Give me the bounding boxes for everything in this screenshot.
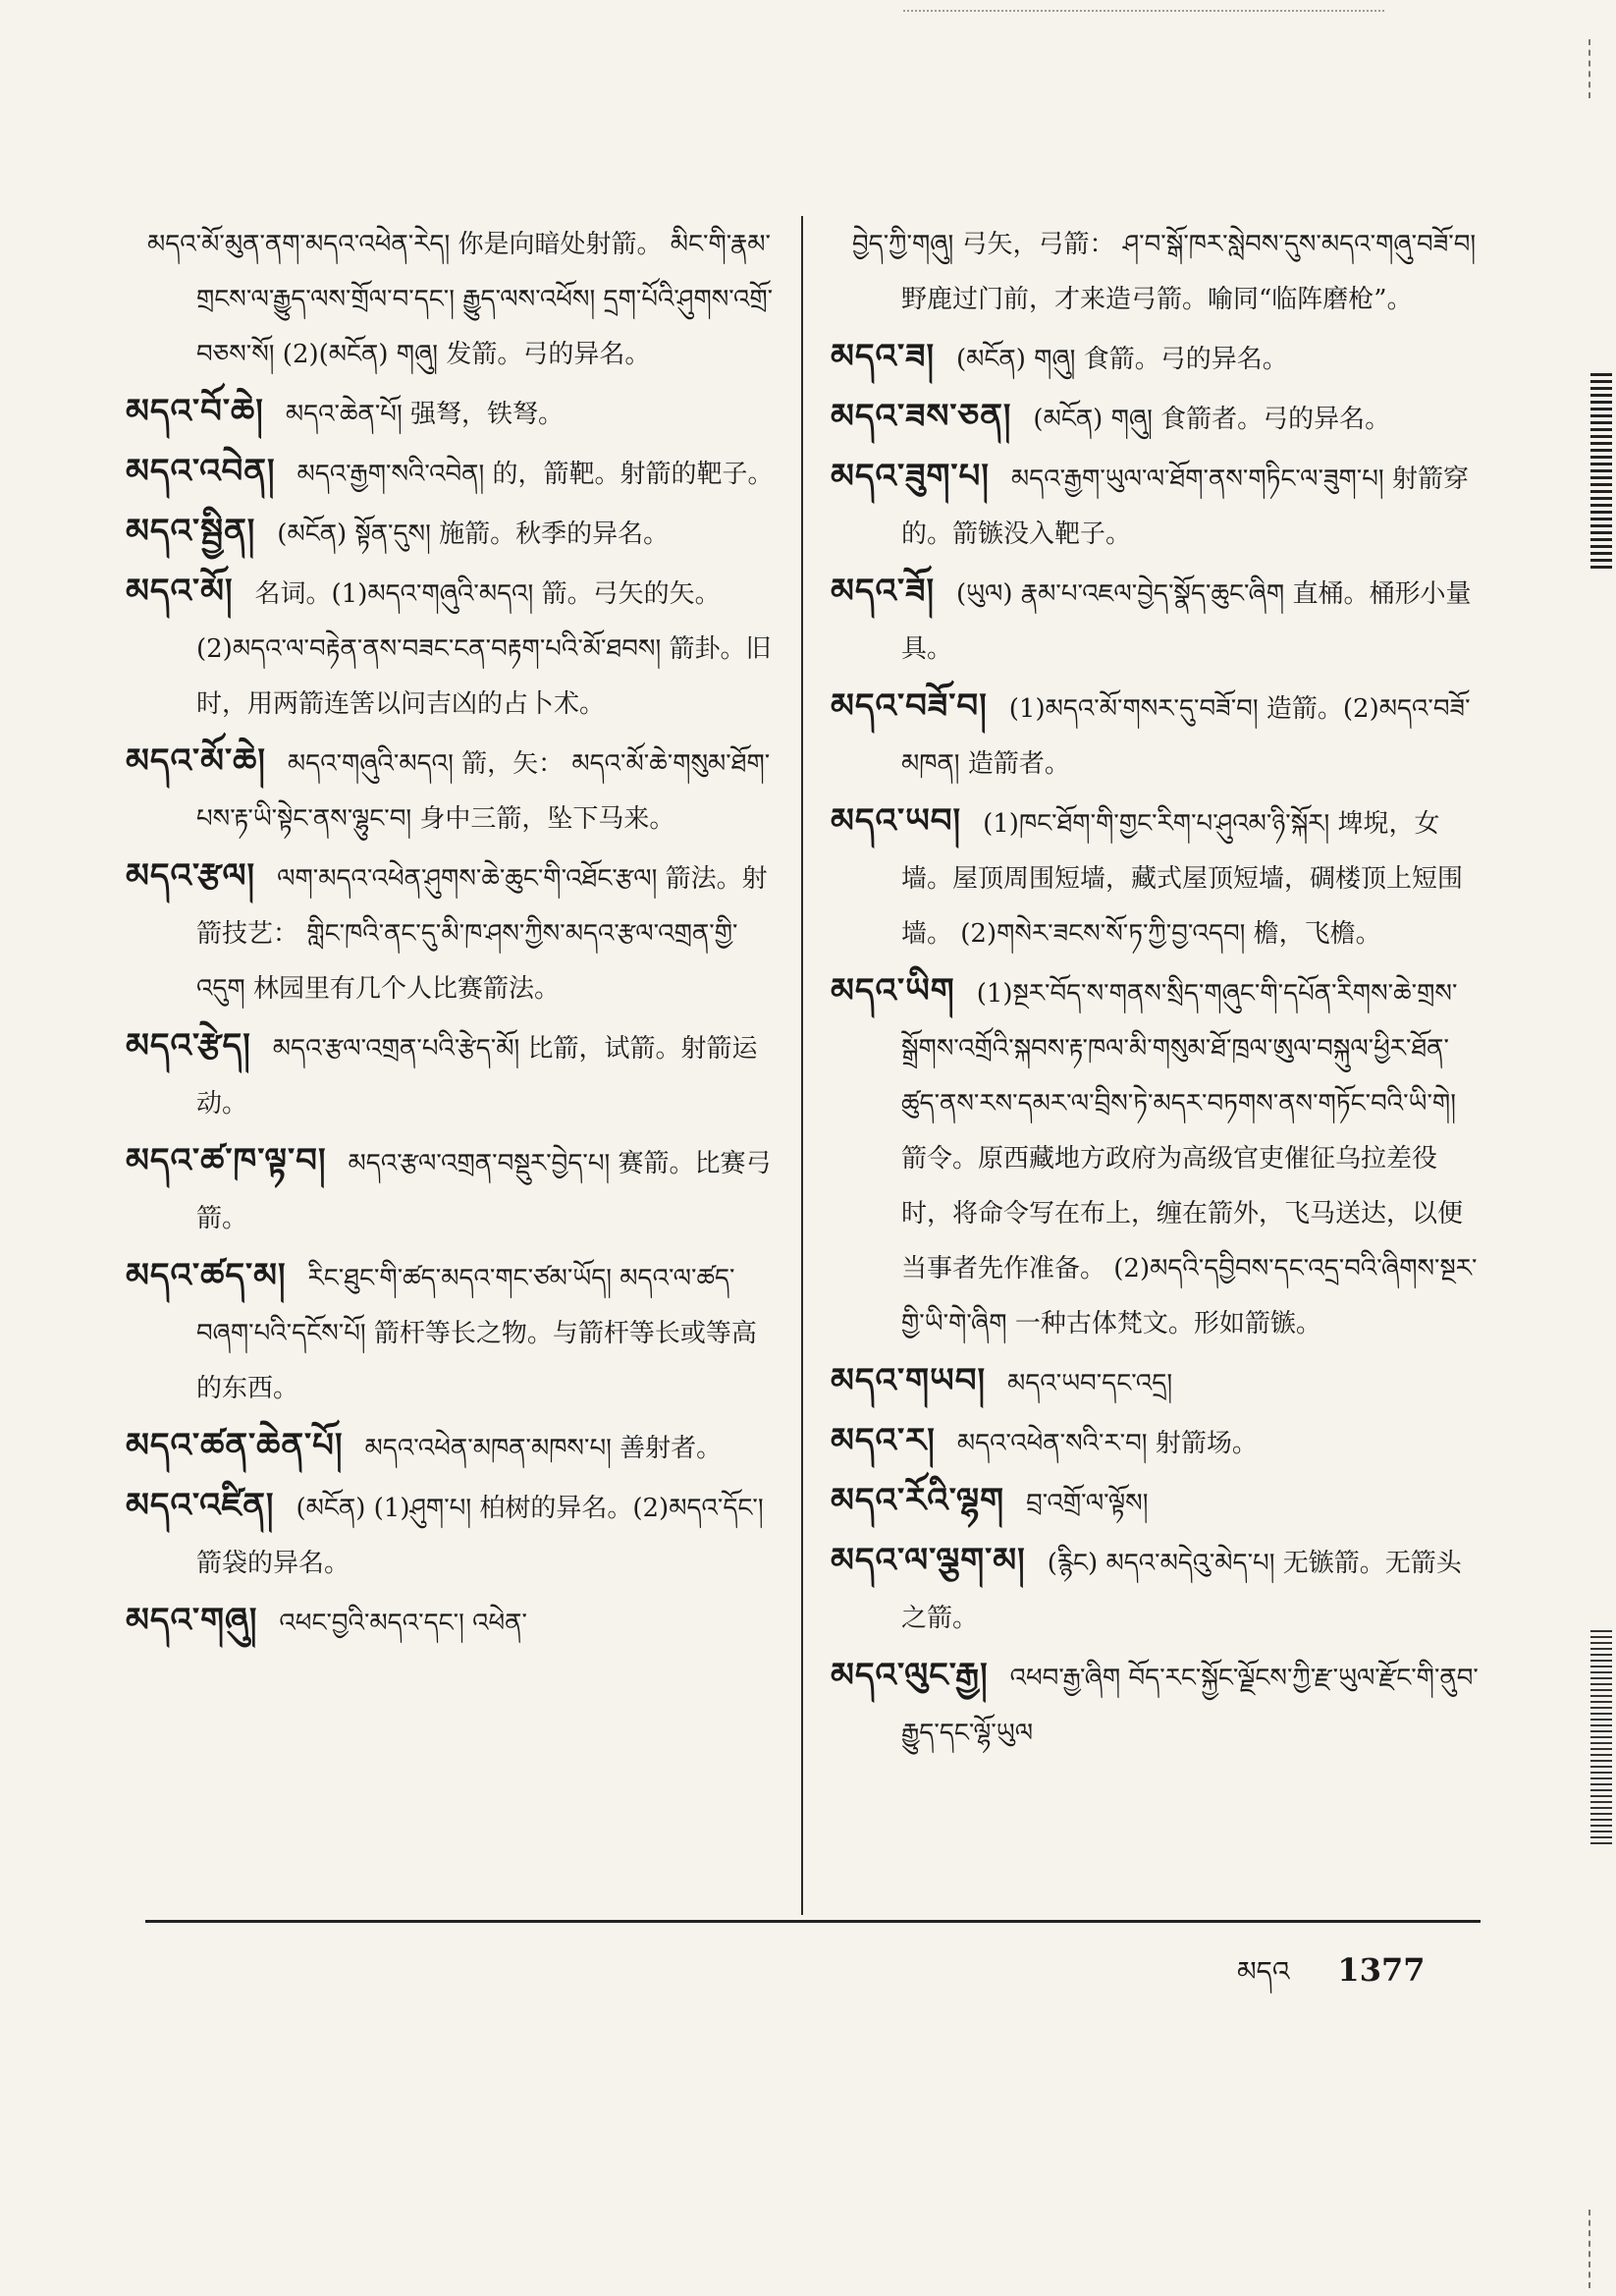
entry: [831, 679, 1484, 792]
definition: མདའ་འཕེན་མཁན་མཁས་པ། 善射者。: [364, 1434, 723, 1463]
entry: [831, 329, 1484, 387]
headword: མདའ་ཡིག: [831, 971, 955, 1011]
right-column: [831, 214, 1484, 1763]
headword: མདའ་མོ།: [126, 572, 234, 611]
entry: [831, 1353, 1484, 1411]
page-footer: [1237, 1941, 1425, 2018]
definition: མདའ་ཡབ་དང་འདྲ།: [1007, 1369, 1173, 1398]
definition: (རྙིང) མདའ་མདེའུ་མེད་པ། 无镞箭。无箭头之箭。: [901, 1549, 1462, 1633]
headword: མདའ་ཟུག་པ།: [831, 457, 990, 496]
column-divider: [801, 216, 803, 1915]
page-number: 1377: [1337, 1951, 1426, 1989]
entry: [831, 449, 1484, 562]
entry: [126, 1478, 780, 1591]
scan-edge-marks: [1589, 39, 1612, 98]
headword: མདའ་ལ་ལྕག་མ།: [831, 1541, 1026, 1580]
headword: མདའ་ཟོ།: [831, 572, 936, 611]
headword: མདའ་ཟ།: [831, 337, 936, 376]
entry: [126, 444, 780, 502]
headword: མདའ་བོ་ཆེ།: [126, 392, 264, 431]
headword: མདའ་རྩེད།: [126, 1026, 251, 1066]
headword: མདའ་རོའི་ལྷག: [831, 1481, 1005, 1520]
headword: མདའ་འབེན།: [126, 452, 276, 491]
definition: མདའ་ཆེན་པོ། 强弩，铁弩。: [285, 400, 564, 429]
definition: རིང་ཐུང་གི་ཚད་མདའ་གང་ཙམ་ཡོད། མདའ་ལ་ཚད་བཞག་པའི་དངོས་པོ། 箭杆等长之物。与箭杆等长或等高的东西。: [196, 1264, 757, 1403]
entry: [126, 384, 780, 442]
headword: མདའ་རྩལ།: [126, 856, 256, 896]
entry: [126, 1418, 780, 1476]
definition: མདའ་རྒྱག་སའི་འབེན། 的，箭靶。射箭的靶子。: [296, 460, 774, 489]
definition: བྲ་འགྲོ་ལ་ལྟོས།: [1026, 1489, 1149, 1518]
entry: [126, 214, 780, 382]
headword: མདའ་གཞུ།: [126, 1601, 258, 1640]
definition: མདའ་འཕེན་སའི་ར་བ། 射箭场。: [956, 1429, 1258, 1458]
scan-edge-marks: [1590, 373, 1612, 570]
definition: མདའ་རྒྱག་ཡུལ་ལ་ཐོག་ནས་གཏིང་ལ་ཟུག་པ། 射箭穿的。箭镞没入靶子。: [901, 465, 1469, 549]
entry: [126, 1133, 780, 1246]
entry: [126, 1593, 780, 1651]
entry: [126, 504, 780, 562]
headword: མདའ་ཚ་ཁ་ལྟ་བ།: [126, 1141, 327, 1180]
definition: (1)ཁང་ཐོག་གི་གྱང་རིག་པ་ཤུའམ་ཉི་སྐོར། 埤堄，女墙。屋顶周围短墙，藏式屋顶短墙，碉楼顶上短围墙。 (2)གསེར་ཟངས་སོ་ཏ་ཀྱི་བྱ་འདབ། 檐，飞檐。: [901, 809, 1464, 949]
entry: [831, 793, 1484, 961]
definition: (མངོན) གཞུ། 食箭者。弓的异名。: [1033, 405, 1391, 434]
definition: མདའ་གཞུའི་མདའ། 箭，矢： མདའ་མོ་ཆེ་གསུམ་ཐོག་པས་རྟ་ཡི་སྟེང་ནས་ལྷུང་བ། 身中三箭，坠下马来。: [196, 749, 771, 834]
definition: མདའ་རྩལ་འགྲན་བསྡུར་བྱེད་པ། 赛箭。比赛弓箭。: [196, 1149, 772, 1233]
definition: བྱེད་ཀྱི་གཞུ། 弓矢，弓箭： ཤ་བ་སྒོ་ཁར་སླེབས་དུས་མདའ་གཞུ་བཟོ་བ། 野鹿过门前，才来造弓箭。喻同“临阵磨枪”。: [852, 230, 1477, 314]
entry: [126, 848, 780, 1016]
entry: [126, 564, 780, 732]
headword: མདའ་མོ་ཆེ།: [126, 741, 266, 781]
headword: མདའ་གཡབ།: [831, 1361, 987, 1400]
entry: [831, 1473, 1484, 1531]
entry: [831, 1413, 1484, 1471]
entry: [831, 1648, 1484, 1761]
headword: མདའ་ཚད་མ།: [126, 1256, 287, 1295]
definition: (མངོན) གཞུ། 食箭。弓的异名。: [956, 345, 1288, 374]
entry: [831, 1533, 1484, 1646]
headword: མདའ་བཟོ་བ།: [831, 686, 988, 726]
definition: (1)སྔར་བོད་ས་གནས་སྲིད་གཞུང་གི་དཔོན་རིགས་ཆེ་གྲས་སྒྲོགས་འགྲོའི་སྐབས་རྟ་ཁལ་མི་གསུམ་ཐོ་ཁྲལ་ཨུལ་བསྐུལ་ཕྱིར་ཐོན་ཚུད་ནས་རས་དམར་ལ་བྲིས་ཏེ་མདར་བཏགས་ནས་གཏོང་བའི་ཡི་གེ། 箭令。原西藏地方政府为高级官吏催征乌拉差役时，将命令写在布上，缠在箭外，飞马送达，以便当事者先作准备。 (2)མདའི་དབྱིབས་དང་འདྲ་བའི་ཞིགས་སྔར་གྱི་ཡི་གེ་ཞིག 一种古体梵文。形如箭镞。: [901, 979, 1478, 1339]
entry: [831, 389, 1484, 447]
headword: མདའ་ར།: [831, 1421, 936, 1460]
definition: འཕང་བྱའི་མདའ་དང་། འཕེན་: [279, 1609, 527, 1638]
entry: [831, 963, 1484, 1351]
left-column: [126, 214, 780, 1653]
definition: (མངོན) སྟོན་དུས། 施箭。秋季的异名。: [277, 519, 670, 549]
definition: མདའ་མོ་མུན་ནག་མདའ་འཕེན་རེད། 你是向暗处射箭。 མིང་གི་རྣམ་གྲངས་ལ་རྒྱུད་ལས་གྲོལ་བ་དང་། རྒྱུད་ལས་འཕོས། དྲག་པོའི་ཤུགས་འགྲོ་བཅས་སོ། (2)(མངོན) གཞུ། 发箭。弓的异名。: [147, 230, 774, 369]
running-head: མདའ: [1237, 1955, 1290, 1988]
definition: 名词。(1)མདའ་གཞུའི་མདའ། 箭。弓矢的矢。 (2)མདའ་ལ་བརྟེན་ནས་བཟང་ངན་བརྟག་པའི་མོ་ཐབས། 箭卦。旧时，用两箭连筈以问吉凶的占卜术。: [196, 579, 772, 719]
entry: [126, 734, 780, 847]
definition: མདའ་རྩལ་འགྲན་པའི་རྩེད་མོ། 比箭，试箭。射箭运动。: [196, 1034, 758, 1119]
scan-edge-marks: [1589, 2210, 1612, 2288]
entry: [831, 564, 1484, 677]
definition: (ཡུལ) རྣམ་པ་འཇལ་བྱེད་སྣོད་ཆུང་ཞིག 直桶。桶形小量具。: [901, 579, 1472, 664]
scan-edge-marks: [1590, 1630, 1612, 1846]
definition: འཕབ་རྒྱ་ཞིག བོད་རང་སྐྱོང་ལྗོངས་ཀྱི་རྫ་ཡུལ་རྫོང་གི་ནུབ་རྒྱུད་དང་ལྷོ་ཡུལ: [901, 1664, 1479, 1748]
footer-rule: [145, 1920, 1481, 1923]
definition: (མངོན) (1)ཤུག་པ། 柏树的异名。(2)མདའ་དོང་། 箭袋的异名。: [196, 1494, 764, 1578]
definition: ལག་མདའ་འཕེན་ཤུགས་ཆེ་ཆུང་གི་འཐོང་རྩལ། 箭法。射箭技艺： གླིང་ཁའི་ནང་དུ་མི་ཁ་ཤས་ཀྱིས་མདའ་རྩལ་འགྲན་གྱི་འདུག 林园里有几个人比赛箭法。: [196, 864, 768, 1004]
headword: མདའ་ལུང་རྒྱ།: [831, 1656, 989, 1695]
headword: མདའ་ཟས་ཅན།: [831, 397, 1012, 436]
headword: མདའ་ཡབ།: [831, 801, 962, 841]
definition: (1)མདའ་མོ་གསར་དུ་བཟོ་བ། 造箭。(2)མདའ་བཟོ་མཁན། 造箭者。: [901, 694, 1471, 779]
entry: [126, 1248, 780, 1416]
entry: [831, 214, 1484, 327]
headword: མདའ་སྦྱིན།: [126, 512, 256, 551]
headword: མདའ་འཛིན།: [126, 1486, 275, 1525]
entry: [126, 1018, 780, 1131]
headword: མདའ་ཚན་ཆེན་པོ།: [126, 1426, 344, 1465]
top-dotted-line: [903, 10, 1384, 12]
